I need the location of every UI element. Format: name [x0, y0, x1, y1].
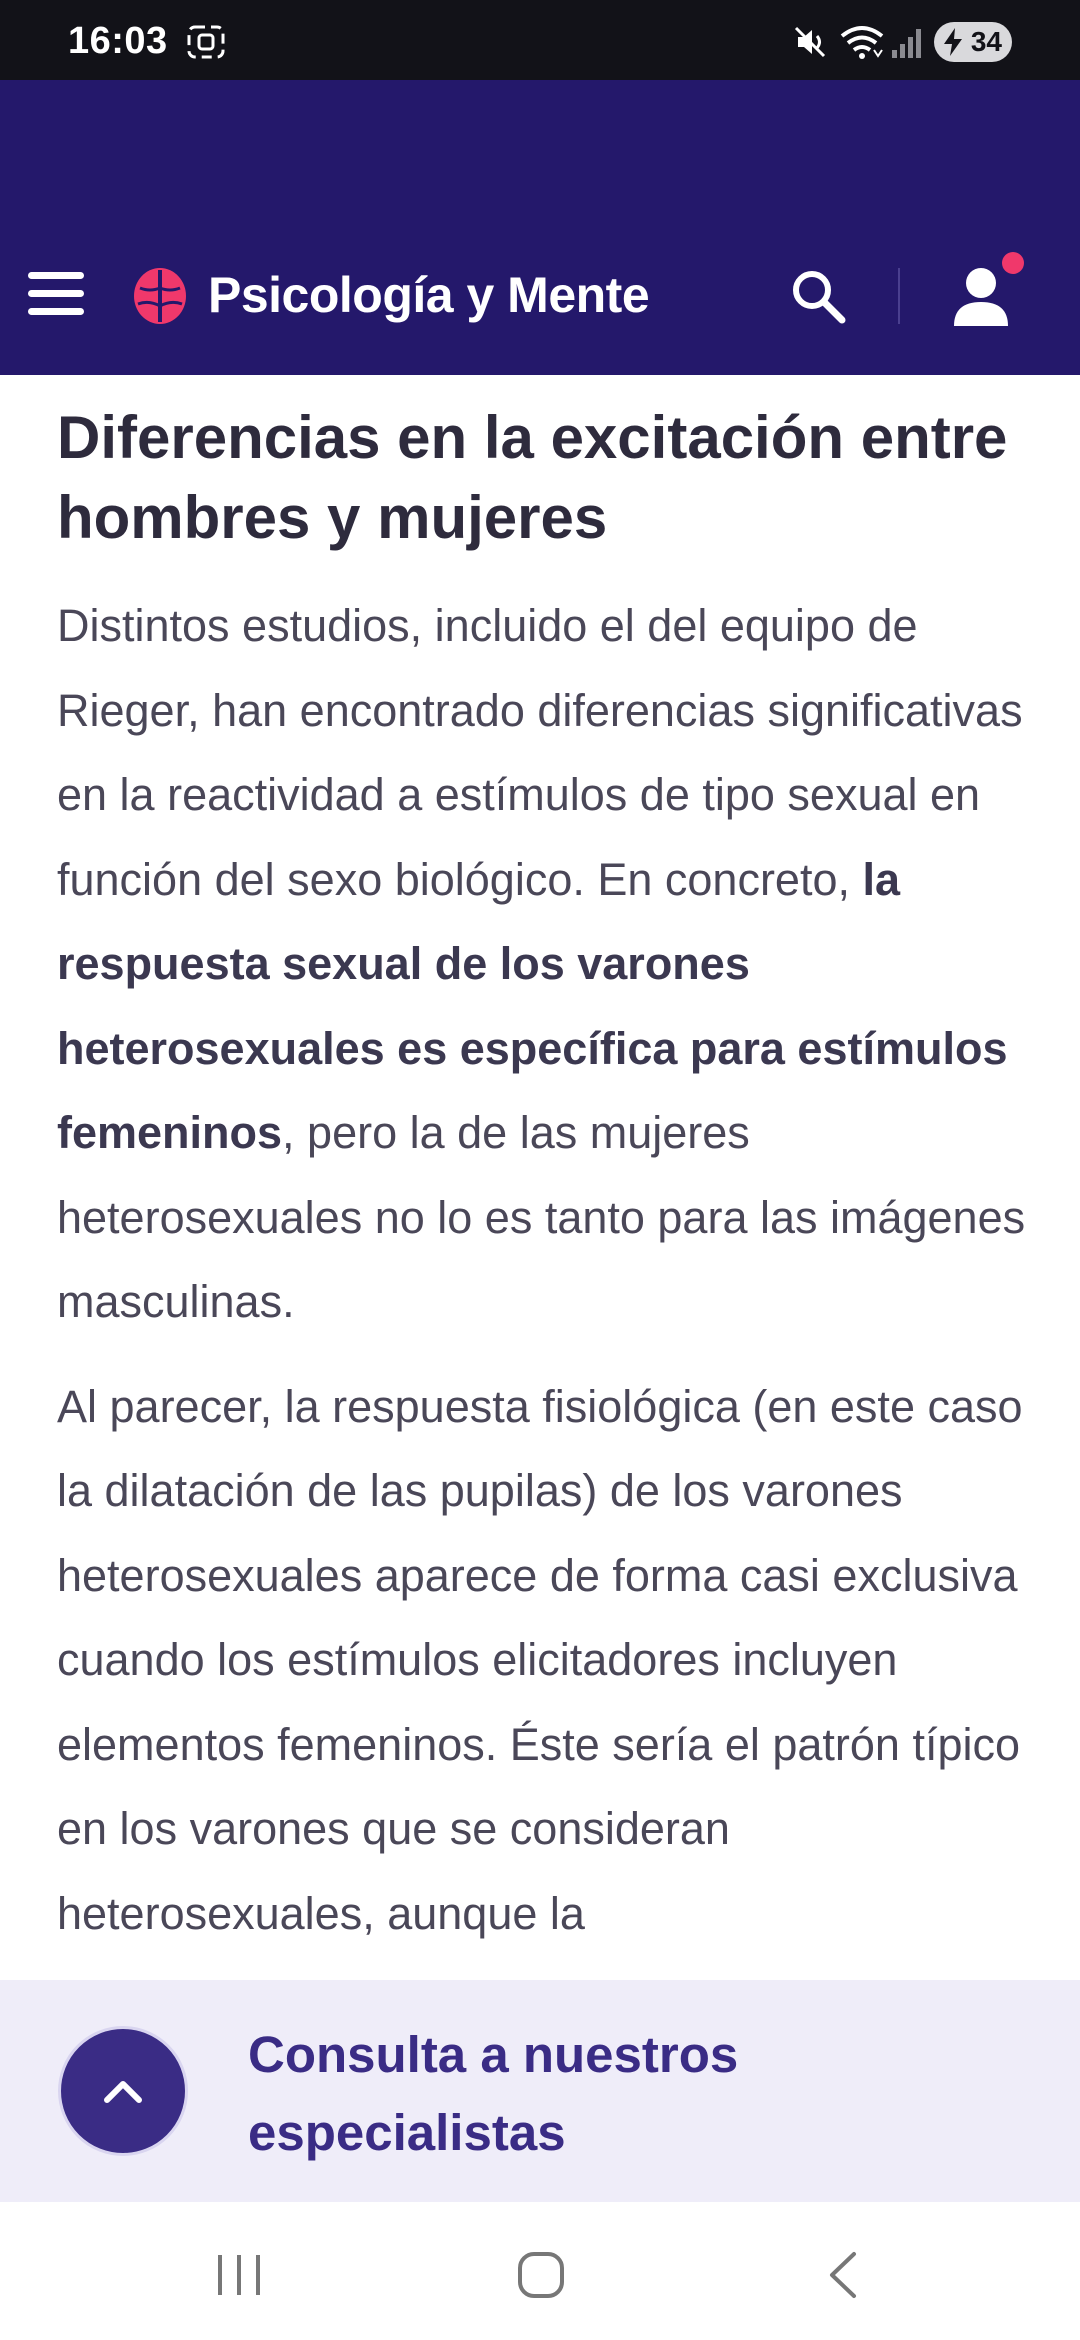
signal-icon	[890, 26, 924, 60]
scroll-top-button[interactable]	[58, 2026, 188, 2156]
system-nav-bar	[0, 2202, 1080, 2340]
paragraph-1-text-before: Distintos estudios, incluido el del equipo de Rieger, han encontrado diferencias significativas en la reactividad a estímulos de tipo sexual en función del sexo biológico. En concreto,	[57, 600, 1023, 905]
menu-icon[interactable]	[26, 268, 86, 320]
article-content	[57, 398, 1037, 1956]
status-time: 16:03	[68, 20, 168, 62]
article-paragraph-2: Al parecer, la respuesta fisiológica (en este caso la dilatación de las pupilas) de los varones heterosexuales aparece de forma casi exclusiva cuando los estímulos elicitadores incluyen elementos femeninos. Éste sería el patrón típico en los varones que se consideran heterosexuales, aunque la	[57, 1380, 1023, 1939]
paragraph-1-bold-text: la respuesta sexual de los varones heterosexuales es específica para estímulos femeninos	[57, 853, 1008, 1158]
consult-specialists-link[interactable]: Consulta a nuestros especialistas	[248, 2026, 739, 2161]
screen-record-icon	[186, 24, 226, 60]
header-divider	[898, 268, 900, 324]
back-icon[interactable]	[822, 2250, 862, 2300]
battery-charging-icon	[942, 28, 964, 56]
chevron-up-icon	[101, 2076, 145, 2106]
battery-level: 34	[970, 26, 1002, 57]
brain-logo-icon[interactable]	[132, 266, 188, 326]
recents-icon[interactable]	[214, 2252, 264, 2298]
wifi-icon	[838, 22, 886, 62]
search-icon[interactable]	[790, 268, 846, 324]
consult-banner[interactable]	[0, 1980, 1080, 2202]
paragraph-1-text-after: , pero la de las mujeres heterosexuales no lo es tanto para las imágenes masculinas.	[57, 1107, 1026, 1327]
notification-dot	[1002, 252, 1024, 274]
home-icon[interactable]	[516, 2250, 566, 2300]
user-icon[interactable]	[952, 266, 1010, 326]
brand-name[interactable]: Psicología y Mente	[208, 267, 650, 323]
mute-icon	[792, 24, 828, 60]
status-bar	[0, 0, 1080, 80]
battery-indicator	[934, 22, 1012, 62]
app-header	[0, 80, 1080, 375]
article-paragraph-1	[57, 584, 1037, 1345]
article-heading: Diferencias en la excitación entre hombres y mujeres	[57, 404, 1008, 551]
